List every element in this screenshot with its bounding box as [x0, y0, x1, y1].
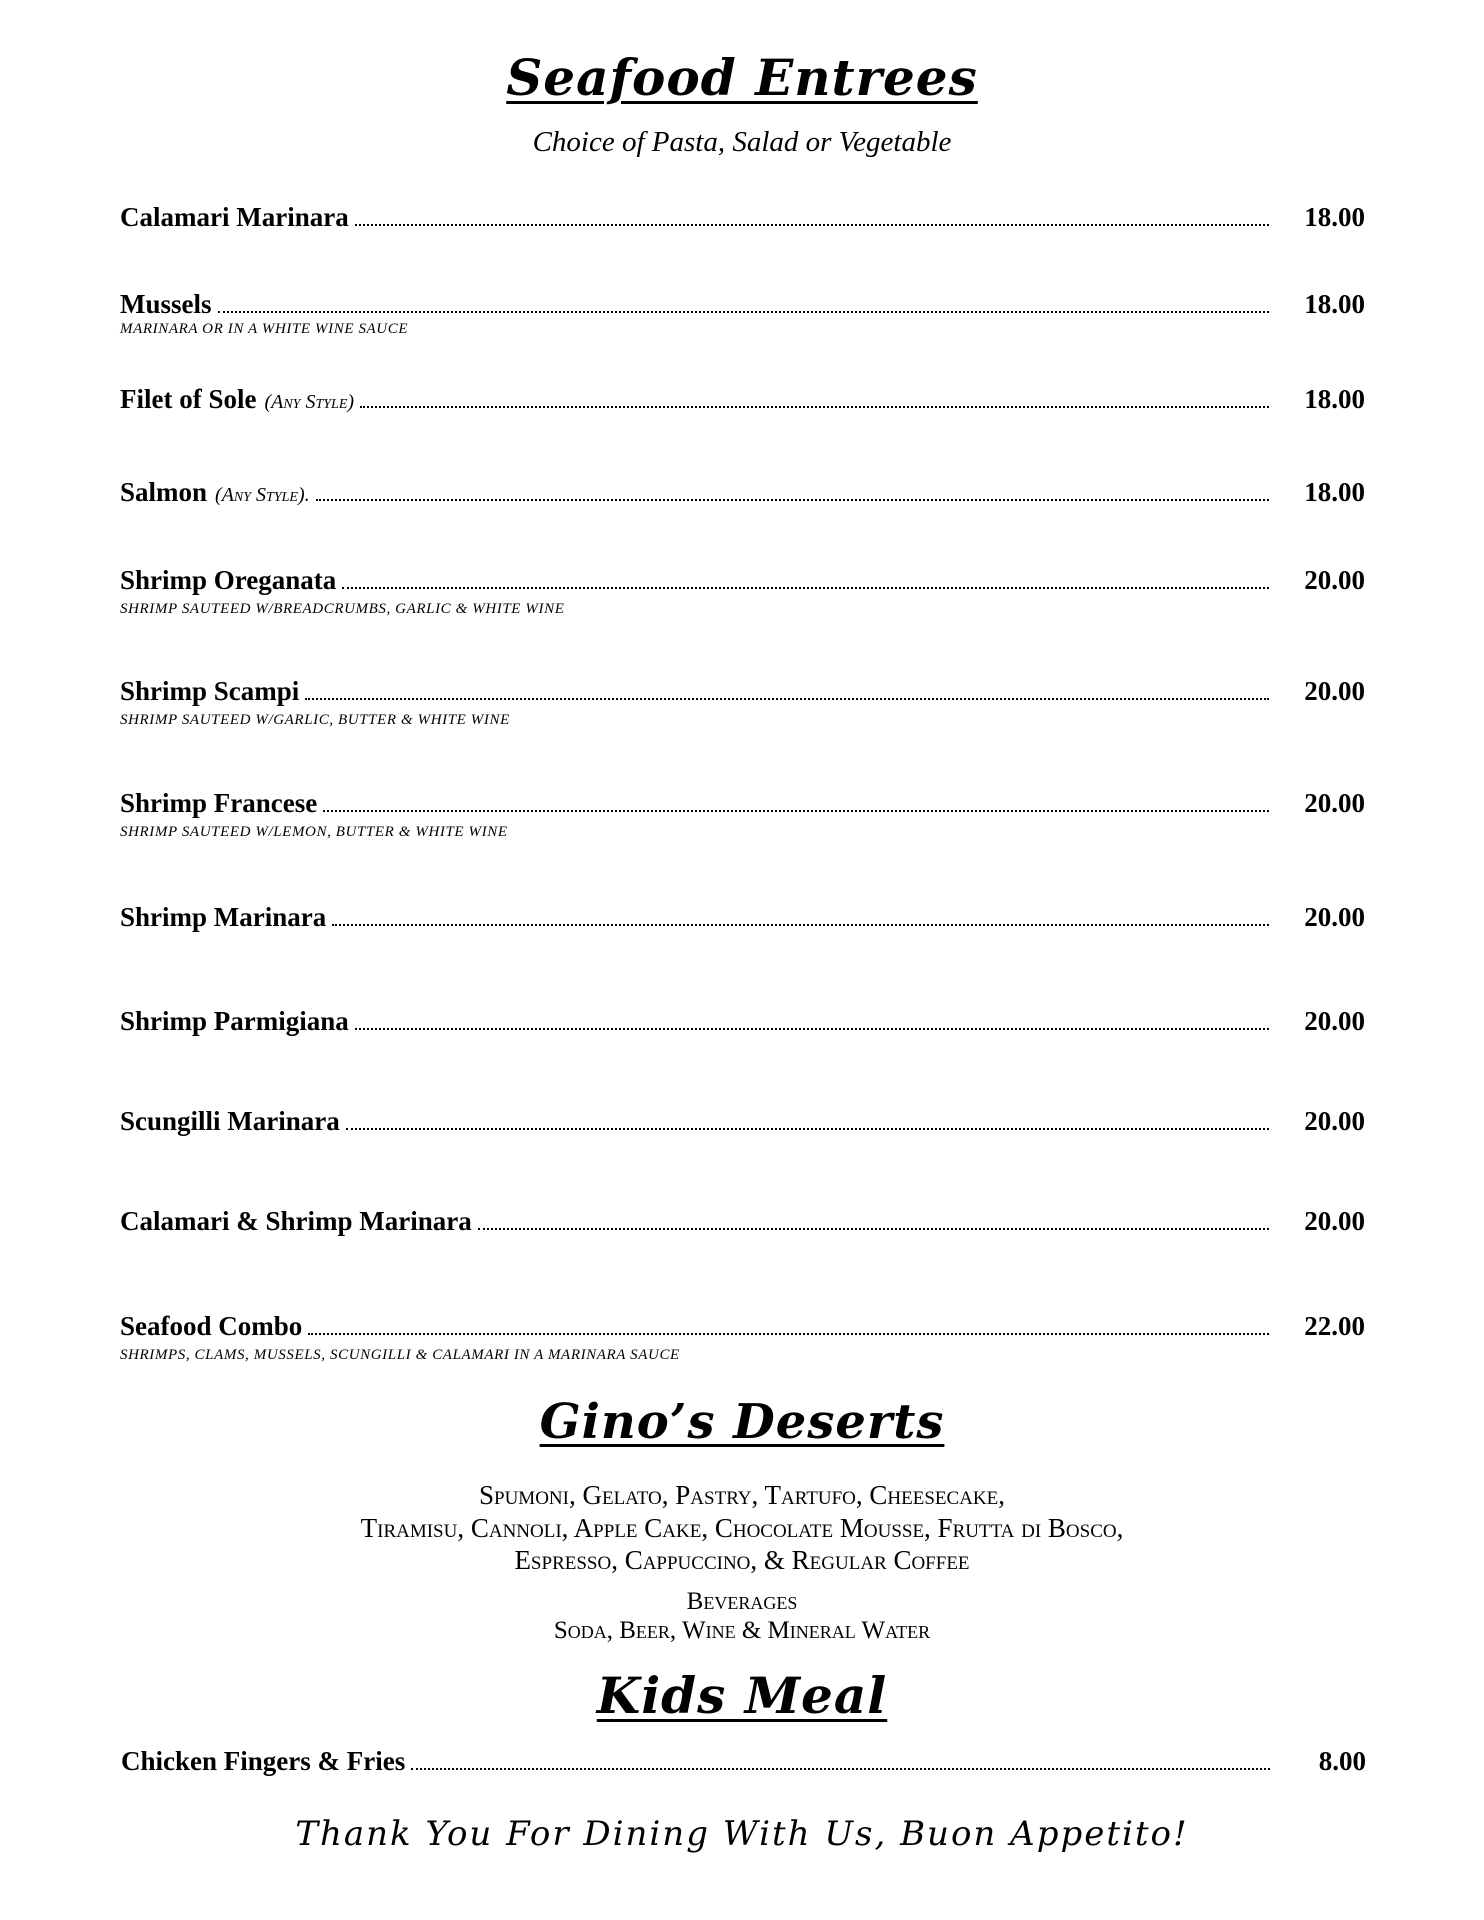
- item-description: SHRIMPS, CLAMS, MUSSELS, SCUNGILLI & CALAMARI IN A MARINARA SAUCE: [120, 1347, 680, 1363]
- item-name: Shrimp Francese: [120, 788, 318, 818]
- item-name-text: Filet of Sole: [120, 384, 257, 414]
- item-name: Shrimp Parmigiana: [120, 1006, 349, 1036]
- dot-leader: [316, 498, 1269, 501]
- item-description: SHRIMP SAUTEED W/BREADCRUMBS, GARLIC & WHITE WINE: [120, 601, 565, 617]
- menu-item: [121, 1746, 1366, 1786]
- item-name: [120, 384, 360, 415]
- dot-leader: [308, 1332, 1269, 1335]
- seafood-title: Seafood Entrees: [506, 48, 978, 107]
- item-name: Calamari & Shrimp Marinara: [120, 1206, 472, 1236]
- menu-item: [120, 1006, 1365, 1046]
- dot-leader: [218, 310, 1269, 313]
- item-price: 18.00: [1304, 289, 1365, 319]
- dot-leader: [342, 586, 1269, 589]
- beverages-heading: Beverages: [686, 1588, 798, 1615]
- dot-leader: [346, 1127, 1269, 1130]
- menu-item: [120, 676, 1365, 728]
- menu-item: [120, 1311, 1365, 1363]
- menu-item: [120, 384, 1365, 424]
- item-note: (Any Style).: [215, 484, 310, 506]
- item-price: 20.00: [1304, 1106, 1365, 1136]
- thank-you-message: Thank You For Dining With Us, Buon Appetito!: [295, 1814, 1189, 1854]
- menu-item: [120, 202, 1365, 242]
- kids-title: Kids Meal: [596, 1666, 888, 1725]
- item-price: 20.00: [1304, 788, 1365, 818]
- item-price: 20.00: [1304, 1206, 1365, 1236]
- menu-item: [120, 902, 1365, 942]
- desserts-line: Spumoni, Gelato, Pastry, Tartufo, Cheesecake,: [479, 1480, 1005, 1510]
- item-name: Scungilli Marinara: [120, 1106, 340, 1136]
- dot-leader: [411, 1767, 1270, 1770]
- item-name: Mussels: [120, 289, 212, 319]
- dot-leader: [355, 223, 1269, 226]
- menu-item: [120, 788, 1365, 840]
- desserts-line: Espresso, Cappuccino, & Regular Coffee: [514, 1545, 970, 1575]
- desserts-title: Gino’s Deserts: [539, 1394, 945, 1450]
- item-name: Shrimp Scampi: [120, 676, 300, 706]
- item-description: SHRIMP SAUTEED W/LEMON, BUTTER & WHITE WINE: [120, 824, 508, 840]
- menu-item: [120, 565, 1365, 617]
- seafood-subtitle: Choice of Pasta, Salad or Vegetable: [532, 126, 952, 158]
- item-price: 18.00: [1304, 202, 1365, 232]
- item-price: 18.00: [1304, 477, 1365, 507]
- item-name: Shrimp Oreganata: [120, 565, 337, 595]
- item-name: Calamari Marinara: [120, 202, 349, 232]
- item-name-text: Salmon: [120, 477, 208, 507]
- item-description: SHRIMP SAUTEED W/GARLIC, BUTTER & WHITE WINE: [120, 712, 510, 728]
- item-name: Seafood Combo: [120, 1311, 303, 1341]
- menu-item: [120, 477, 1365, 517]
- item-name: Shrimp Marinara: [120, 902, 327, 932]
- menu-item: [120, 289, 1365, 337]
- beverages-line: Soda, Beer, Wine & Mineral Water: [553, 1617, 931, 1644]
- dot-leader: [360, 405, 1269, 408]
- item-price: 18.00: [1304, 384, 1365, 414]
- item-name: Chicken Fingers & Fries: [121, 1746, 406, 1776]
- desserts-line: Tiramisu, Cannoli, Apple Cake, Chocolate Mousse, Frutta di Bosco,: [360, 1513, 1124, 1543]
- item-price: 20.00: [1304, 1006, 1365, 1036]
- dot-leader: [355, 1027, 1269, 1030]
- item-price: 22.00: [1304, 1311, 1365, 1341]
- dot-leader: [478, 1227, 1269, 1230]
- menu-item: [120, 1206, 1365, 1246]
- item-description: MARINARA OR IN A WHITE WINE SAUCE: [120, 321, 409, 337]
- item-price: 20.00: [1304, 902, 1365, 932]
- dot-leader: [323, 809, 1269, 812]
- item-name: [120, 477, 316, 508]
- dot-leader: [305, 697, 1269, 700]
- item-price: 20.00: [1304, 676, 1365, 706]
- item-note: (Any Style): [264, 391, 355, 413]
- item-price: 20.00: [1304, 565, 1365, 595]
- item-price: 8.00: [1318, 1746, 1366, 1776]
- dot-leader: [332, 923, 1269, 926]
- menu-item: [120, 1106, 1365, 1146]
